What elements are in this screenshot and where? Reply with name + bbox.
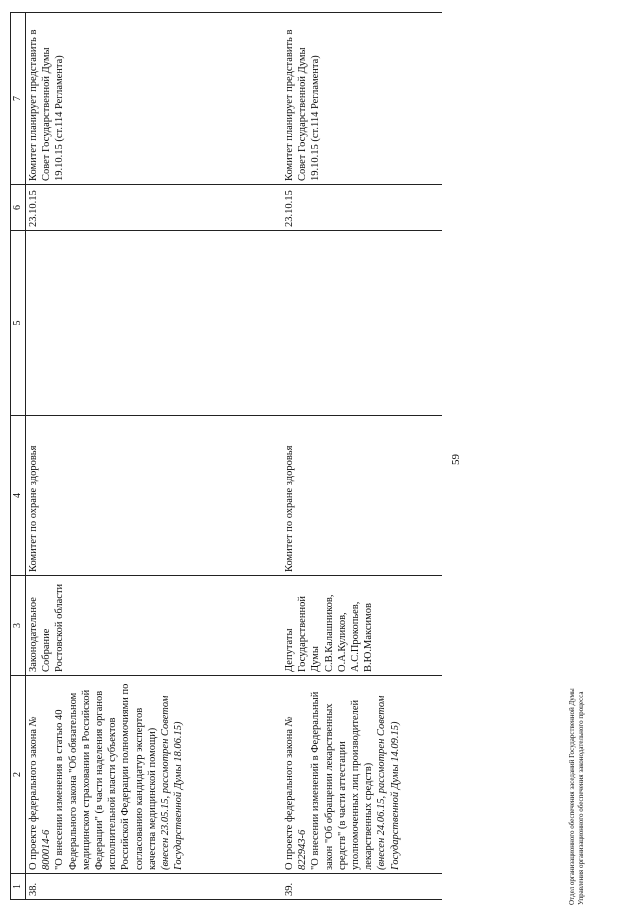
table-row [282,13,442,900]
bill-title: О проекте федерального закона № 822943-6 [284,716,309,870]
column-5-cell [26,231,283,416]
bill-number: № 800014-6 [28,716,53,870]
committee-cell: Комитет по охране здоровья [282,416,442,576]
bill-text: "О внесении изменений в Федеральный закон "Об обращении лекарственных средств" (в части аттестации уполномоченных лиц производителей лекарственных средств) [310,691,375,870]
column-5-cell [282,231,442,416]
bill-cell [282,676,442,874]
footer-line: Управления организационного обеспечения законодательного процесса [577,691,585,905]
column-header: 3 [11,576,26,676]
date-cell: 23.10.15 [282,185,442,231]
bills-table [10,12,442,900]
column-header: 5 [11,231,26,416]
column-header: 7 [11,13,26,185]
bill-cell [26,676,283,874]
column-header: 1 [11,874,26,900]
bill-title: О проекте федерального закона № 800014-6 [28,716,53,870]
row-number: 38. [26,874,283,900]
column-header: 6 [11,185,26,231]
initiator-cell: Депутаты Государственной Думы С.В.Калашников, О.А.Куликов, А.С.Прокопьев, В.Ю.Максимов [282,576,442,676]
column-header: 2 [11,676,26,874]
footer [568,688,586,905]
bill-text: "О внесении изменения в статью 40 Федерального закона "Об обязательном медицинском страховании в Российской Федерации" (в части наделения органов исполнительной власти субъектов Российской Федерации полномочиями по согласованию кандидатур экспертов качества медицинской помощи) [54,683,158,870]
status-cell: Комитет планирует представить в Совет Государственной Думы 19.10.15 (ст.114 Регламента) [26,13,283,185]
footer-line: Отдел организационного обеспечения заседаний Государственной Думы [568,688,576,905]
initiator-cell: Законодательное Собрание Ростовской области [26,576,283,676]
bill-number: № 822943-6 [284,716,309,870]
bill-note: (внесен 24.06.15, рассмотрен Советом Государственной Думы 14.09.15) [376,695,401,870]
status-cell: Комитет планирует представить в Совет Государственной Думы 19.10.15 (ст.114 Регламента) [282,13,442,185]
column-header: 4 [11,416,26,576]
bill-note: (внесен 23.05.15, рассмотрен Советом Государственной Думы 18.06.15) [160,695,185,870]
table-row [26,13,283,900]
committee-cell: Комитет по охране здоровья [26,416,283,576]
date-cell: 23.10.15 [26,185,283,231]
page-number: 59 [450,454,462,465]
table-header-row [11,13,26,900]
row-number: 39. [282,874,442,900]
